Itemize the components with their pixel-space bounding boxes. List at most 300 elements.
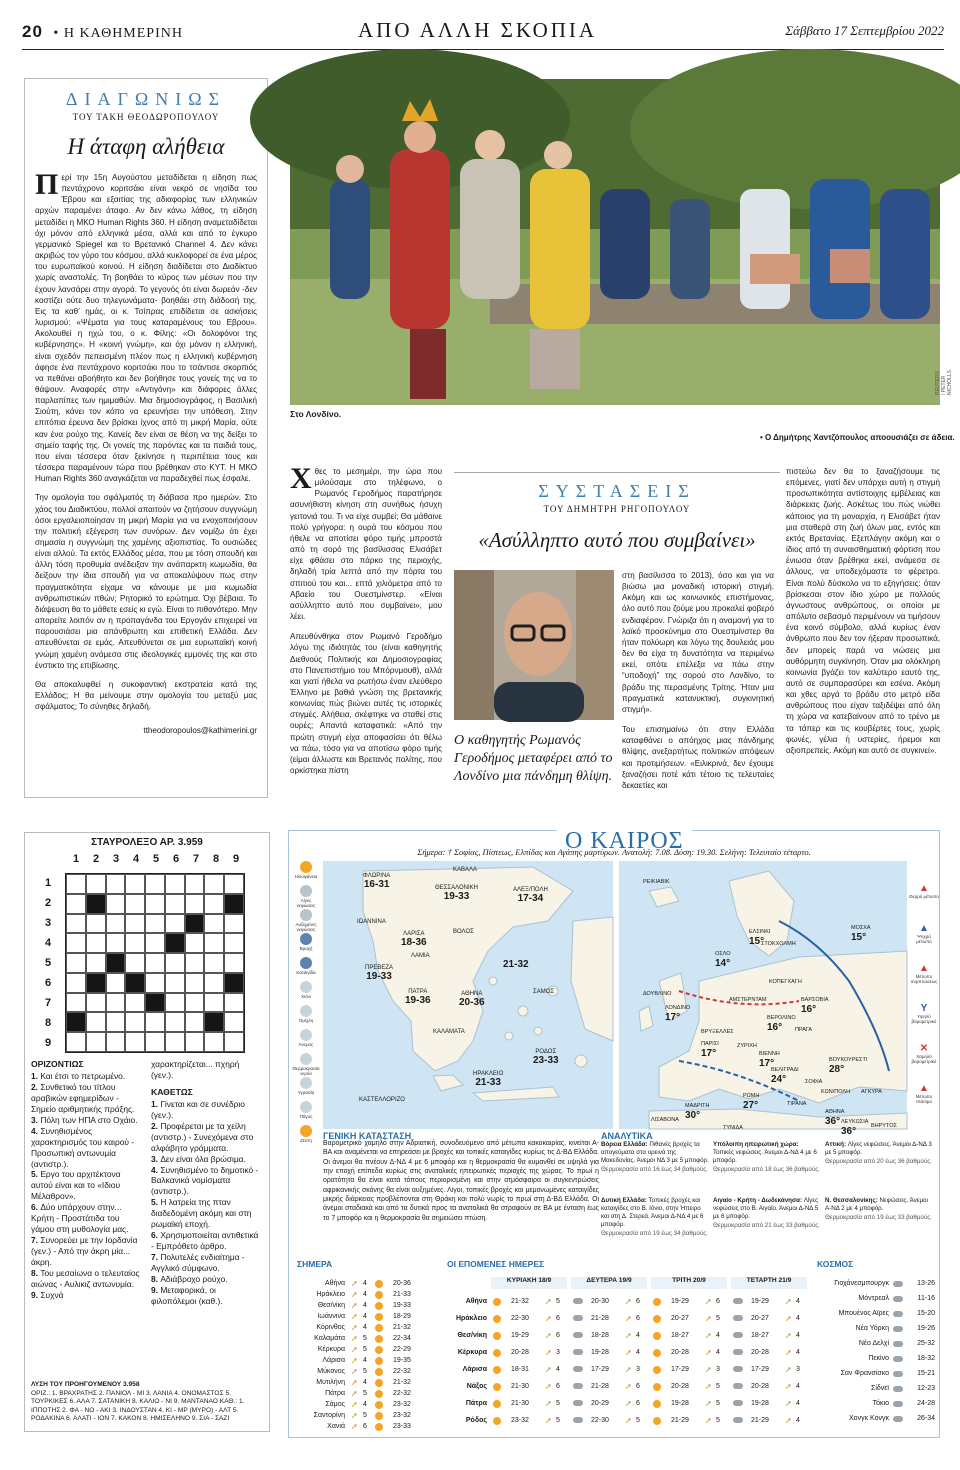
- cloud-icon: [733, 1332, 743, 1338]
- wind-arrow-icon: ➚: [351, 1334, 358, 1343]
- wind-arrow-icon: ➚: [705, 1331, 712, 1340]
- forecast-temp: 21-30: [511, 1383, 529, 1390]
- analytics-region: [713, 1197, 821, 1251]
- analytics-grid: [601, 1141, 937, 1261]
- clue-horizontal: [31, 1235, 143, 1268]
- crossword-black-cell: [66, 1012, 86, 1032]
- world-row: [817, 1322, 937, 1336]
- greece-city: [453, 929, 474, 935]
- crossword-cell[interactable]: [185, 973, 205, 993]
- forecast-wind: 5: [716, 1400, 720, 1407]
- crossword-cell[interactable]: [125, 1012, 145, 1032]
- clue-vertical: [151, 1252, 263, 1274]
- today-wind: 4: [363, 1291, 367, 1298]
- legend-item: [291, 1029, 321, 1047]
- greece-city-name: ΚΑΒΑΛΑ: [453, 867, 478, 873]
- sun-icon: [493, 1332, 501, 1340]
- forecast-temp: 18-27: [751, 1332, 769, 1339]
- legend-icon: ▲: [919, 883, 929, 894]
- europe-city: [769, 971, 802, 987]
- systaseis-header: [454, 472, 780, 526]
- essay-paragraph-1-text: ερί την 15η Αυγούστου μεταδίδεται η είδηση πως πεντάχρονο κοριτσάκι είναι νεκρό σε νησίδα του Έβρου και εξαιτίας της αδιαφορίας των ελληνικών αρχών παραμένει άταφο. Αν δεν κάνω λάθος, τη είδηση μεταδίδει η ΜΚΟ Human Rights 360. Η είδηση αναμεταδίδεται όχι μόνον από ελληνικά μέσα, αλλά και από το έγκυρο γερμανικό Spiegel και το Βρετανικό Channel 4. Δεν κάνει ακριβώς τον γύρο του κόσμου, αλλά κυκλοφορεί σε ένα μέρος του ευρωπαϊκού κοινού. Η είδηση διαδίδεται στο Διαδίκτυο χωρίς αναστολές. Τη βοηθάει το κύρος των μέσων που την έχουν λανσάρει στην αγορά. Το γεγονός ότι είναι δωρεάν -δεν κοστίζει ούτε δυο τηλεγωνάματα- βοηθάει στη διάδοσή της. Εις τα καθ’ ημάς, οι κ. Τσίπρας επιδίδεται σε ασκήσεις λυρισμού: «Ψέματα για τους καταραμένους του Εβρου». Ακολουθεί η ηχώ του, ο κ. Φίλης: «Οι δολοφόνοι της κυβέρνησης». Η «κοινή γνώμη», και όχι μόνον η ελληνική, είναι σχεδόν πεπεισμένη πλέον πως η ελληνική κυβέρνηση άφησε ένα πεντάχρονο κοριτσάκι που το τσάντισε σκορπιός να πεθάνει αβοήθητο και δεν βοήθησε τους γονείς της να το θάψουν. Αναφορές στην «Αντιγόνη» και διάφορες άλλες παρλαπίπες των ημιμαθών. Μια δημοσιογράφος, η Βασιλική Σιούτη, κάνει τον κόπο να ερευνήσει την υπόθεση. Στην επιτόπια έρευνα δεν βρίσκει ίχνος από τη μικρή Μαρία, ούτε καν ένα ρούχο της. Κανείς δεν είναι σε θέση να της δείξει το σημείο ταφής της. Οι γονείς της παρόντες και τα παιδιά τους, που είναι τέσσερα όταν ξεκίνησε η περιπέτεια τους και τέσσερα παραμένουν τώρα που βρέθηκαν στο ΚΥΤ. Η ΜΚΟ Human Rights 360 αναγκάζεται να παραδεχθεί πως έσφαλε.: [35, 173, 257, 484]
- clue-text: Συνηθισμένος χαρακτηρισμός του καιρού - Προσωπική αντωνυμία (αντιστρ.).: [31, 1125, 135, 1169]
- forecast-temp: 19-28: [671, 1400, 689, 1407]
- crossword-cell[interactable]: [86, 1012, 106, 1032]
- crossword-cell[interactable]: [165, 894, 185, 914]
- sun-icon: [493, 1400, 501, 1408]
- world-city: Σίδνεϊ: [871, 1385, 889, 1392]
- wind-arrow-icon: ➚: [705, 1365, 712, 1374]
- crossword-cell[interactable]: [106, 993, 126, 1013]
- world-row: [817, 1292, 937, 1306]
- europe-city-temp: 16°: [801, 1004, 817, 1015]
- europe-city: [771, 1059, 799, 1085]
- europe-city: [787, 1093, 806, 1109]
- analytics-region: [825, 1197, 933, 1251]
- europe-city-name: ΒΟΥΚΟΥΡΕΣΤΙ: [829, 1057, 868, 1063]
- europe-city-name: ΠΑΡΙΣΙ: [701, 1041, 719, 1047]
- forecast-wind: 3: [556, 1349, 560, 1356]
- crossword-cell[interactable]: [106, 1032, 126, 1052]
- masthead-left: [22, 22, 183, 42]
- europe-city: [685, 1095, 709, 1121]
- crossword-column-numbers: [67, 853, 247, 867]
- forecast-city: Αθήνα: [465, 1298, 487, 1305]
- greece-city: [411, 953, 430, 959]
- crossword-row-number: 5: [45, 957, 52, 969]
- world-city: Σαν Φρανσίσκο: [840, 1370, 889, 1377]
- clue-text: Συνηθισμένο το δημοτικό - Βαλκανικά νομίσματα (αντιστρ.).: [151, 1164, 259, 1197]
- europe-city-name: ΒΕΡΟΛΙΝΟ: [767, 1015, 796, 1021]
- sun-icon: [375, 1423, 383, 1431]
- crossword-black-cell: [224, 973, 244, 993]
- cloud-icon: [573, 1332, 583, 1338]
- legend-label: Ηλιοφάνεια: [294, 874, 318, 879]
- crossword-cell[interactable]: [224, 993, 244, 1013]
- crossword-cell[interactable]: [165, 914, 185, 934]
- wind-arrow-icon: ➚: [351, 1290, 358, 1299]
- cloud-icon: [573, 1366, 583, 1372]
- forecast-city: Νάξος: [466, 1383, 487, 1390]
- crossword-cell[interactable]: [106, 1012, 126, 1032]
- crossword-cell[interactable]: [125, 933, 145, 953]
- greece-city-name: ΙΩΑΝΝΙΝΑ: [357, 919, 386, 925]
- greece-city: [459, 991, 485, 1008]
- wind-arrow-icon: ➚: [785, 1331, 792, 1340]
- clue-horizontal: [31, 1169, 143, 1202]
- cloud-icon: [893, 1416, 903, 1422]
- cloud-icon: [893, 1326, 903, 1332]
- crossword-cell[interactable]: [185, 1032, 205, 1052]
- cloud-icon: [733, 1298, 743, 1304]
- analytics-region: [825, 1141, 933, 1195]
- crossword-cell[interactable]: [204, 874, 224, 894]
- crossword-cell[interactable]: [145, 894, 165, 914]
- today-temp: 19-33: [393, 1302, 411, 1309]
- page-number: 20: [22, 22, 43, 41]
- crossword-cell[interactable]: [145, 953, 165, 973]
- clue-vertical: [151, 1230, 263, 1252]
- europe-city: [715, 943, 731, 969]
- europe-city-name: ΜΑΔΡΙΤΗ: [685, 1103, 710, 1109]
- crossword-cell[interactable]: [66, 874, 86, 894]
- greece-city: [405, 989, 431, 1006]
- europe-city: [761, 933, 796, 949]
- systaseis-p2-text: Απευθύνθηκα στον Ρωμανό Γεροδήμο λόγω της ιδιότητάς του (είναι καθηγητής Διεθνούς Πολιτικής και Δημοσιογραφίας στο Πανεπιστήμιο του Μπόρνμουθ), αλλά και γιατί ήθελα να ρωτήσω έναν ελεύθερο Έλληνο με βαθιά γνώση της βρετανικής κοινωνίας πώς βιώνει αυτές τις ιστορικές στιγμές. Αλήθεια, σκέφτηκε να σταθεί στις ουρές; Απαντά καταφατικά: «Από την πρώτη στιγμή είχα αποφασίσει ότι θέλω να πάω, τόσο για να αποτίσω φόρο τιμής (είμαι άλλωστε και Βρετανός πολίτης, που ορκίστηκα πίστη: [290, 632, 442, 776]
- crossword-cell[interactable]: [224, 953, 244, 973]
- crossword-cell[interactable]: [66, 1032, 86, 1052]
- crossword-cell[interactable]: [125, 953, 145, 973]
- cloud-icon: [573, 1349, 583, 1355]
- europe-city-name: ΡΕΙΚΙΑΒΙΚ: [643, 879, 670, 885]
- europe-city-name: ΖΥΡΙΧΗ: [737, 1043, 757, 1049]
- systaseis-col-2: [622, 570, 774, 826]
- crossword-cell[interactable]: [145, 1032, 165, 1052]
- crossword-cell[interactable]: [66, 953, 86, 973]
- legend-label: Αυξημένες νεφώσεις: [295, 922, 317, 932]
- forecast-temp: 22-30: [511, 1315, 529, 1322]
- world-city: Χονγκ Κονγκ: [849, 1415, 889, 1422]
- today-table-title: ΣΗΜΕΡΑ: [297, 1259, 333, 1269]
- wind-arrow-icon: ➚: [785, 1365, 792, 1374]
- crossword-row-number: 9: [45, 1037, 52, 1049]
- clue-number: 4.: [151, 1164, 161, 1175]
- sun-icon: [375, 1280, 383, 1288]
- crossword-cell[interactable]: [125, 993, 145, 1013]
- forecast-city: Θεσ/νίκη: [457, 1332, 487, 1339]
- forecast-temp: 17-29: [751, 1366, 769, 1373]
- crossword-cell[interactable]: [106, 894, 126, 914]
- world-table-title: ΚΟΣΜΟΣ: [817, 1259, 854, 1269]
- legend-item: [909, 1003, 939, 1024]
- crossword-cell[interactable]: [66, 914, 86, 934]
- legend-label: Θερμοκρασία νερού: [292, 1066, 320, 1076]
- europe-city-temp: 17°: [665, 1012, 681, 1023]
- greece-city: [533, 989, 554, 995]
- crossword-black-cell: [185, 914, 205, 934]
- legend-label: Υγρασία: [297, 1090, 315, 1095]
- crossword-cell[interactable]: [125, 914, 145, 934]
- crossword-cell[interactable]: [185, 993, 205, 1013]
- crossword-black-cell: [106, 953, 126, 973]
- crossword-black-cell: [165, 933, 185, 953]
- europe-city-temp: 16°: [767, 1022, 783, 1033]
- forecast-temp: 19-29: [751, 1298, 769, 1305]
- today-city: Πάτρα: [325, 1390, 345, 1397]
- clue-text: Πολυτελές ενδιαίτημα - Αγγλικό σύμφωνο.: [151, 1251, 245, 1273]
- world-city: Νέα Υόρκη: [855, 1325, 889, 1332]
- analytics-region-text: Τοπικές νεφώσεις. Άνεμοι Δ-ΝΔ 4 με 6 μποφόρ.: [713, 1149, 817, 1165]
- greece-city-temp: 21-33: [475, 1077, 501, 1088]
- sun-icon: [375, 1335, 383, 1343]
- legend-left: [291, 861, 321, 1161]
- masthead: [22, 14, 944, 50]
- cloud-icon: [893, 1341, 903, 1347]
- newspaper-name: Η ΚΑΘΗΜΕΡΙΝΗ: [63, 26, 183, 41]
- crossword-cell[interactable]: [145, 973, 165, 993]
- wind-arrow-icon: ➚: [705, 1297, 712, 1306]
- europe-city-name: ΣΟΦΙΑ: [805, 1079, 823, 1085]
- forecast-temp: 20-28: [511, 1349, 529, 1356]
- europe-city-name: ΒΗΡΥΤΟΣ: [871, 1123, 897, 1129]
- cloud-icon: [573, 1298, 583, 1304]
- crossword-cell[interactable]: [86, 874, 106, 894]
- cloud-icon: [573, 1400, 583, 1406]
- legend-item: [291, 1005, 321, 1023]
- forecast-temp: 20-28: [671, 1383, 689, 1390]
- forecast-temp: 21-32: [511, 1298, 529, 1305]
- today-wind: 5: [363, 1390, 367, 1397]
- crossword-cell[interactable]: [86, 953, 106, 973]
- forecast-wind: 6: [636, 1315, 640, 1322]
- systaseis-p3: στη βασίλισσα το 2013), όσο και για να βιώσω μια μοναδική ιστορική στιγμή. Ακόμη και ως κοινωνικός επιστήμονας, όλο αυτό που ζούμε μου προκαλεί φοβερό ενδιαφέρον. Γνώριζα ότι η αναμονή για το λαϊκό προσκύνημα στο Ουεστμίνστερ θα ήταν πολύωρη και λόγω της δουλειάς μου δεν θα είχα τη δυνατότητα να περιμένω εκεί, οπότε επέλεξα να πάω στην “υποδοχή” της σορού στο Λονδίνο, το βράδυ της περασμένης Τρίτης. Ήταν μια πραγματικά κατανυκτική, συγκινητική στιγμή».: [622, 571, 774, 714]
- crossword-cell[interactable]: [66, 894, 86, 914]
- crossword-cell[interactable]: [86, 993, 106, 1013]
- legend-item: [909, 963, 939, 984]
- crossword-cell[interactable]: [165, 993, 185, 1013]
- crossword-cell[interactable]: [106, 874, 126, 894]
- greece-city-name: ΣΑΜΟΣ: [533, 989, 555, 995]
- sun-icon: [653, 1400, 661, 1408]
- crossword-cell[interactable]: [145, 874, 165, 894]
- cloud-icon: [893, 1296, 903, 1302]
- today-wind: 5: [363, 1346, 367, 1353]
- world-temp: 18-32: [917, 1355, 935, 1362]
- greece-city-name: ΚΑΛΑΜΑΤΑ: [433, 1029, 465, 1035]
- greece-city-temp: 23-33: [533, 1055, 559, 1066]
- crossword-cell[interactable]: [224, 874, 244, 894]
- sun-icon: [493, 1298, 501, 1306]
- forecast-temp: 23-32: [511, 1417, 529, 1424]
- today-temp: 23-33: [393, 1423, 411, 1430]
- crossword-cell[interactable]: [224, 914, 244, 934]
- clue-text: Χρησιμοποιείται αντιθετικά - Εμπρόθετο άρθρο.: [151, 1230, 259, 1251]
- crossword-cell[interactable]: [165, 1012, 185, 1032]
- crossword-cell[interactable]: [204, 1032, 224, 1052]
- legend-item: [291, 1101, 321, 1119]
- wind-arrow-icon: ➚: [545, 1314, 552, 1323]
- crossword-cell[interactable]: [106, 973, 126, 993]
- europe-city-name: ΛΙΣΑΒΟΝΑ: [651, 1117, 679, 1123]
- systaseis-p2: [290, 631, 442, 776]
- issue-date: Σάββατο 17 Σεπτεμβρίου 2022: [785, 23, 944, 38]
- europe-city: [723, 1117, 743, 1133]
- europe-city-name: ΒΕΛΙΓΡΑΔΙ: [771, 1067, 799, 1073]
- greece-city: [453, 867, 477, 873]
- essay-headline: Η άταφη αλήθεια: [67, 134, 225, 159]
- clues-horizontal: [31, 1059, 143, 1301]
- sun-icon: [653, 1383, 661, 1391]
- europe-city-temp: 15°: [749, 936, 765, 947]
- europe-city-name: ΚΩΝ/ΠΟΛΗ: [821, 1089, 851, 1095]
- crossword-col-number: 4: [133, 853, 140, 865]
- essay-paragraph-1: [35, 168, 257, 484]
- europe-city-name: ΑΜΣΤΕΡΝΤΑΜ: [729, 997, 767, 1003]
- europe-city-name: ΛΟΝΔΙΝΟ: [665, 1005, 691, 1011]
- clue-text: Εργο του αρχιτέκτονα αυτού είναι και το «Ιδιου Μέλαθρον».: [31, 1169, 121, 1202]
- analytics-region: [713, 1141, 821, 1195]
- crossword-cell[interactable]: [165, 973, 185, 993]
- analytics-region-name: Αττική:: [825, 1141, 848, 1148]
- today-city: Κέρκυρα: [317, 1346, 345, 1353]
- clue-number: 6.: [151, 1230, 161, 1241]
- cloud-icon: [893, 1371, 903, 1377]
- forecast-temp: 21-28: [591, 1315, 609, 1322]
- crossword-cell[interactable]: [86, 933, 106, 953]
- europe-city-name: ΡΩΜΗ: [743, 1093, 760, 1099]
- wind-arrow-icon: ➚: [545, 1297, 552, 1306]
- today-city: Ιωάννινα: [317, 1313, 345, 1320]
- greece-city-name: ΗΡΑΚΛΕΙΟ: [473, 1071, 504, 1077]
- forecast-row: [447, 1329, 809, 1343]
- crossword-cell[interactable]: [224, 933, 244, 953]
- europe-city-name: ΕΛΣΙΝΚΙ: [749, 929, 771, 935]
- greece-city: [359, 1097, 405, 1103]
- crossword-cell[interactable]: [204, 973, 224, 993]
- forecast-day-header: ΔΕΥΤΕΡΑ 19/9: [571, 1277, 647, 1289]
- clue-vertical: [151, 1274, 263, 1285]
- forecast-temp: 19-28: [751, 1400, 769, 1407]
- crossword-cell[interactable]: [185, 933, 205, 953]
- world-city: Τόκιο: [872, 1400, 889, 1407]
- cloud-icon: [733, 1417, 743, 1423]
- wind-arrow-icon: ➚: [351, 1301, 358, 1310]
- wind-arrow-icon: ➚: [351, 1389, 358, 1398]
- greece-city-name: ΚΑΣΤΕΛΛΟΡΙΖΟ: [359, 1097, 405, 1103]
- crossword-grid[interactable]: [65, 873, 245, 1053]
- clues-vertical: [151, 1059, 263, 1307]
- today-wind: 4: [363, 1280, 367, 1287]
- legend-icon: [300, 981, 312, 993]
- europe-map: [619, 861, 907, 1137]
- crossword-cell[interactable]: [86, 1032, 106, 1052]
- wind-arrow-icon: ➚: [625, 1382, 632, 1391]
- crossword-cell[interactable]: [106, 914, 126, 934]
- clue-text: Αδιάβροχο ρούχο.: [160, 1273, 228, 1284]
- forecast-wind: 4: [796, 1298, 800, 1305]
- crossword-cell[interactable]: [106, 933, 126, 953]
- wind-arrow-icon: ➚: [545, 1348, 552, 1357]
- crossword-cell[interactable]: [165, 1032, 185, 1052]
- crossword-cell[interactable]: [204, 914, 224, 934]
- forecast-wind: 4: [636, 1349, 640, 1356]
- crossword-cell[interactable]: [224, 1012, 244, 1032]
- crossword-cell[interactable]: [185, 953, 205, 973]
- solution-title: ΛΥΣΗ ΤΟΥ ΠΡΟΗΓΟΥΜΕΝΟΥ 3.958: [31, 1381, 140, 1388]
- crossword-cell[interactable]: [125, 874, 145, 894]
- clue-text: Η λατρεία της πταν διαδεδομένη ακόμη και στη ρωμαϊκή εποχή.: [151, 1197, 252, 1230]
- today-city: Λάρισα: [322, 1357, 345, 1364]
- london-photo: [290, 79, 940, 405]
- crossword-cell[interactable]: [66, 933, 86, 953]
- forecast-row: [447, 1346, 809, 1360]
- forecast-day-header: ΤΡΙΤΗ 20/9: [651, 1277, 727, 1289]
- legend-label: Πάγος: [299, 1114, 313, 1119]
- crossword-cell[interactable]: [204, 993, 224, 1013]
- crossword-cell[interactable]: [145, 1012, 165, 1032]
- crossword-col-number: 5: [153, 853, 160, 865]
- europe-city: [643, 871, 670, 887]
- today-temp: 22-32: [393, 1390, 411, 1397]
- crossword-cell[interactable]: [204, 894, 224, 914]
- crossword-cell[interactable]: [125, 894, 145, 914]
- crossword-col-number: 9: [233, 853, 240, 865]
- crossword-cell[interactable]: [145, 933, 165, 953]
- wind-arrow-icon: ➚: [351, 1345, 358, 1354]
- separator: •: [53, 26, 60, 41]
- cloud-icon: [893, 1311, 903, 1317]
- crossword-cell[interactable]: [145, 914, 165, 934]
- forecast-temp: 21-30: [511, 1400, 529, 1407]
- cloud-icon: [893, 1386, 903, 1392]
- essay-paragraph-3: [35, 679, 257, 712]
- forecast-wind: 6: [636, 1383, 640, 1390]
- crossword-cell[interactable]: [66, 973, 86, 993]
- today-city: Θεσ/νίκη: [317, 1302, 345, 1309]
- clue-number: 7.: [151, 1251, 161, 1262]
- diagonios-column: [24, 78, 268, 798]
- clue-text: Προφέρεται με τα χείλη (αντιστρ.) - Συνεχόμενα στο αλφάβητο γράμματα.: [151, 1120, 254, 1153]
- sun-icon: [493, 1366, 501, 1374]
- essay-paragraph-2-text: Την ομολογία του σφάλματός τη διάβασα προ ημερών. Στο χάος του Διαδικτύου, πολλοί απαιτούν να ζητήσουν συγγνώμη όσοι εργαλειοποίησαν τη μικρή Μαρία για να ενοχοποιήσουν την πολιτική εξέγερση των συνόρων. Δεν νομίζω ότι έχει σημασία η συγγνώμη της χαμένης αξιοπιστίας. Το ουσιώδες είναι αλλού. Τα εκτός Ελλάδος μέσα, που με τόση σπουδή και άλλη τόση προθυμία ανέδειξαν την ανάπαρκτη κωμωδία, θα δείξουν την ίδια σπουδή για να αποκαλύψουν πως στην πραγματικότητα είχαμε να κάνουμε με μια κωμωδία ανθρωπιστικών πθών; Ρητορικό το ερώτημα. Όχι βέβαια. Το διάψευση θα το μάθετε εσείς κι εγώ. Είναι το πιθανότερο. Μην απορείτε λοιπόν αν η προπαγάνδα του Εργογάν επιχειρεί να παρουσιάσει μια απάνθρωπη και επιθετική Ελλάδα. Δεν απευθύνεται σε εμάς. Απευθύνεται σε μια ευρωπαϊκή κοινή γνώμη χαμένη ανάμεσα στις ιδεολογικές εμμονές της και στο ένστικτο της επιβίωσης.: [35, 493, 257, 670]
- sun-icon: [375, 1379, 383, 1387]
- forecast-wind: 6: [636, 1400, 640, 1407]
- legend-right: [909, 883, 939, 1133]
- crossword-cell[interactable]: [204, 933, 224, 953]
- crossword-cell[interactable]: [224, 1032, 244, 1052]
- sun-icon: [375, 1302, 383, 1310]
- greece-city: [473, 1071, 503, 1088]
- crossword-col-number: 2: [93, 853, 100, 865]
- crossword-cell[interactable]: [185, 894, 205, 914]
- crossword-cell[interactable]: [165, 953, 185, 973]
- crossword-cell[interactable]: [86, 914, 106, 934]
- crossword-cell[interactable]: [66, 993, 86, 1013]
- analytics-region-name: Βόρεια Ελλάδα:: [601, 1141, 650, 1148]
- europe-city-name: ΠΡΑΓΑ: [795, 1027, 813, 1033]
- author-email: ttheodoropoulos@kathimerini.gr: [143, 726, 257, 736]
- portrait-caption: Ο καθηγητής Ρωμανός Γεροδήμος μεταφέρει από το Λονδίνο μια πάνδημη θλίψη.: [454, 733, 613, 785]
- clue-text: Πόλη των ΗΠΑ στο Οχάιο.: [40, 1114, 138, 1125]
- pull-quote: «Ασύλληπτο αυτό που συμβαίνει»: [478, 528, 756, 552]
- crossword-cell[interactable]: [165, 874, 185, 894]
- clue-horizontal: [31, 1071, 143, 1082]
- forecast-wind: 4: [796, 1383, 800, 1390]
- cloud-icon: [893, 1356, 903, 1362]
- crossword-cell[interactable]: [204, 953, 224, 973]
- sun-icon: [375, 1291, 383, 1299]
- cloud-icon: [573, 1315, 583, 1321]
- forecast-wind: 5: [716, 1315, 720, 1322]
- crossword-row-number: 6: [45, 977, 52, 989]
- sun-icon: [375, 1412, 383, 1420]
- crossword-cell[interactable]: [185, 874, 205, 894]
- crossword-cell[interactable]: [125, 1032, 145, 1052]
- forecast-temp: 20-27: [751, 1315, 769, 1322]
- forecast-wind: 5: [556, 1400, 560, 1407]
- crossword-cell[interactable]: [185, 1012, 205, 1032]
- wind-arrow-icon: ➚: [625, 1348, 632, 1357]
- clue-number: 4.: [31, 1125, 41, 1136]
- legend-icon: [300, 1101, 312, 1113]
- forecast-wind: 4: [796, 1349, 800, 1356]
- europe-city: [861, 1081, 882, 1097]
- europe-city-temp: 15°: [851, 932, 867, 943]
- today-wind: 5: [363, 1412, 367, 1419]
- wind-arrow-icon: ➚: [351, 1279, 358, 1288]
- clue-vertical: [151, 1154, 263, 1165]
- forecast-temp: 21-29: [671, 1417, 689, 1424]
